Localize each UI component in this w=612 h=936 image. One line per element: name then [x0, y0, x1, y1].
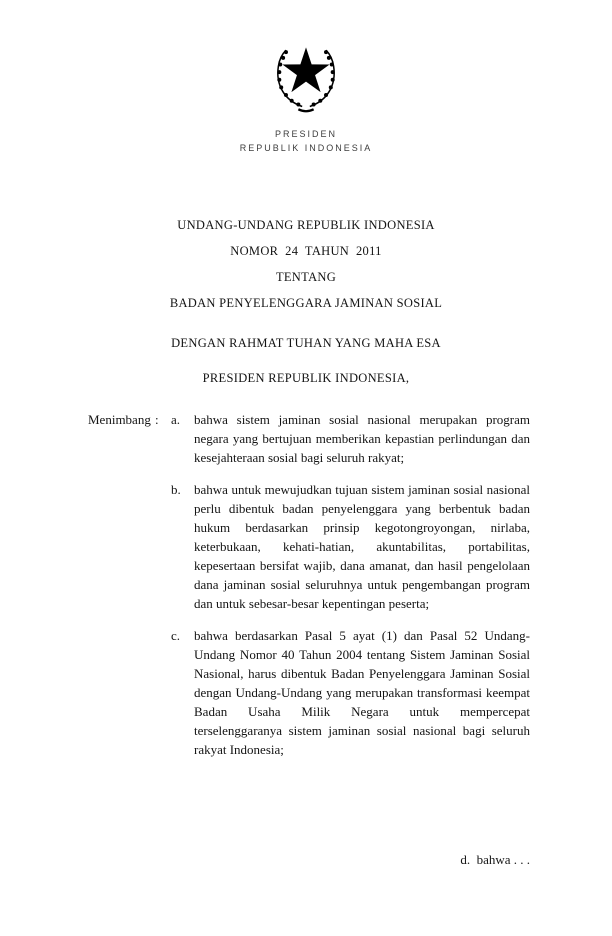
consideration-item-c [171, 626, 530, 759]
consideration-letter: b. [171, 482, 181, 497]
letterhead-caption-line2: REPUBLIK INDONESIA [239, 142, 373, 153]
consideration-item-b [171, 480, 530, 613]
title-block [0, 218, 612, 322]
consideration-letter: a. [171, 412, 181, 427]
consideration-text: bahwa sistem jaminan sosial nasional merupakan program negara yang bertujuan memberikan kepastian perlindungan dan kesejahteraan sosial bagi seluruh rakyat; [194, 412, 530, 465]
authority-line: PRESIDEN REPUBLIK INDONESIA, [202, 371, 410, 385]
law-number: NOMOR 24 TAHUN 2011 [230, 244, 382, 258]
presidential-seal-icon [260, 34, 352, 121]
invocation-line: DENGAN RAHMAT TUHAN YANG MAHA ESA [171, 336, 441, 350]
consideration-text: bahwa untuk mewujudkan tujuan sistem jaminan sosial nasional perlu dibentuk badan penyelenggara yang berbentuk badan hukum berdasarkan prinsip kegotongroyongan, nirlaba, keterbukaan, kehati-hatian, akuntabilitas, portabilitas, kepesertaan bersifat wajib, dana amanat, dan hasil pengelolaan dana jaminan sosial seluruhnya untuk pengembangan program dan untuk sebesar-besar kepentingan peserta; [194, 482, 530, 611]
consideration-item-a [171, 410, 530, 467]
considerations-list [171, 410, 530, 759]
considerations-separator: : [155, 412, 159, 427]
law-tentang: TENTANG [275, 270, 337, 284]
letterhead-caption [240, 128, 373, 156]
letterhead-caption-line1: PRESIDEN [274, 129, 337, 139]
consideration-text: bahwa berdasarkan Pasal 5 ayat (1) dan Pasal 52 Undang-Undang Nomor 40 Tahun 2004 tentang Sistem Jaminan Sosial Nasional, harus dibentuk Badan Penyelenggara Jaminan Sosial dengan Undang-Undang yang merupakan transformasi keempat Badan Usaha Milik Negara untuk mempercepat terselenggaranya sistem jaminan sosial nasional bagi seluruh rakyat Indonesia; [194, 628, 530, 757]
consideration-letter: c. [171, 628, 181, 643]
catchword: d. bahwa . . . [460, 852, 530, 867]
letterhead [0, 34, 612, 156]
law-subject: BADAN PENYELENGGARA JAMINAN SOSIAL [169, 296, 443, 310]
considerations-label: Menimbang [88, 412, 151, 427]
law-title: UNDANG-UNDANG REPUBLIK INDONESIA [177, 218, 435, 232]
considerations-section [88, 410, 530, 759]
